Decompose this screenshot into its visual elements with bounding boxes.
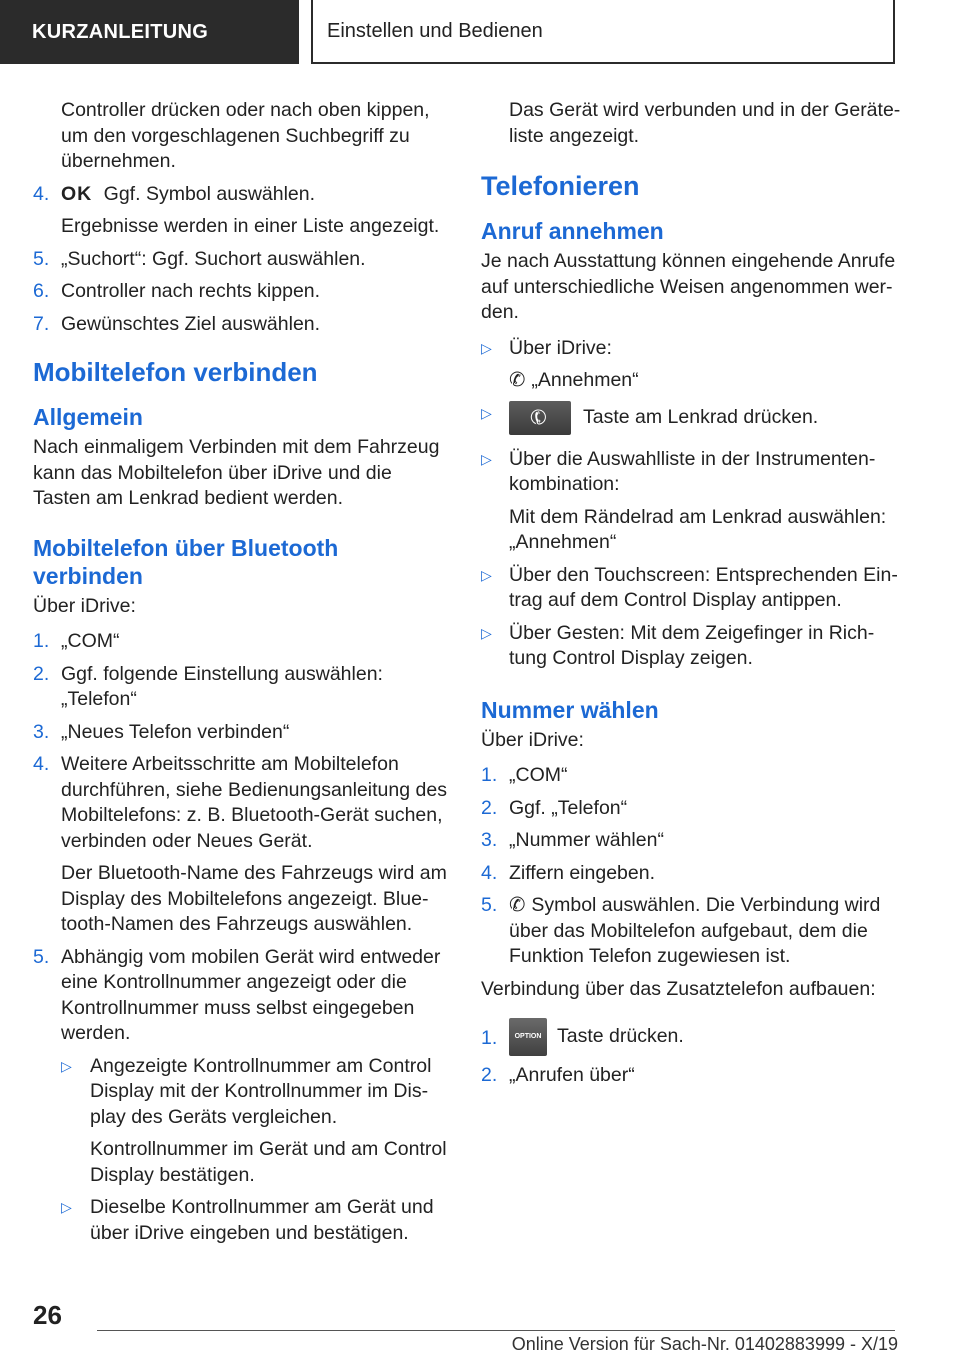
dial-intro: Über iDrive: [481,728,584,751]
step-number: 4. [481,861,498,884]
step-number: 7. [33,312,50,335]
sub-list [33,1054,451,1247]
section-tab: KURZANLEITUNG [0,0,299,64]
list-item [481,1018,901,1056]
option-key-icon: OPTION [509,1018,547,1056]
sub-extra: Kontrollnummer im Gerät und am Control Display bestätigen. [90,1138,447,1186]
triangle-bullet-icon: ▷ [481,404,492,421]
intro-text: Controller drücken oder nach oben kippen, um den vorgeschlagenen Suchbegriff zu übernehmen. [61,99,430,172]
general-text: Nach einmaligem Verbinden mit dem Fahrzeug kann das Mobiltelefon über iDrive und die Tasten am Lenkrad bedient werden. [33,436,440,509]
answer-text: Je nach Ausstattung können eingehende Anrufe auf unterschiedliche Weisen angenommen werden. [481,250,896,323]
list-item [481,796,901,822]
item-extra [481,368,901,394]
item-text: Über Gesten: Mit dem Zeigefinger in Richtung Control Display zeigen. [509,621,875,669]
list-item [481,563,901,614]
heading-answer: Anruf annehmen [481,218,664,244]
step-number: 5. [481,894,498,916]
step-text: „COM“ [509,764,568,786]
step-text: „Nummer wählen“ [509,829,664,851]
list-item [481,828,901,854]
heading-mobile: Mobiltelefon verbinden [33,357,318,387]
heading-phone: Telefonieren [481,171,640,201]
item-text: Über die Auswahlliste in der Instrumentenkombination: [509,447,876,495]
heading-general: Allgemein [33,404,143,430]
step-text: Gewünschtes Ziel auswählen. [61,312,321,335]
list-item [33,279,451,305]
phone-icon: ✆ [509,894,526,916]
step-number: 3. [481,829,498,851]
step-text: „Neues Telefon verbinden“ [61,720,290,743]
step-number: 1. [33,630,50,652]
list-item [33,945,451,1047]
steering-phone-key-icon: ✆ [509,401,571,435]
list-item [481,336,901,362]
step-extra: Der Bluetooth-Name des Fahrzeugs wird am Display des Mobiltelefons angezeigt. Bluetooth-Namen des Fahrzeugs auswählen. [61,862,447,935]
step-text: Abhängig vom mobilen Gerät wird entweder eine Kontrollnummer angezeigt oder die Kontrollnummer muss selbst eingegeben werden. [61,945,441,1044]
step-text: „Anrufen über“ [509,1064,635,1086]
list-item [33,720,451,746]
page-number: 26 [33,1300,62,1330]
sub-text: Angezeigte Kontrollnummer am Control Display mit der Kontrollnummer im Display des Geräts vergleichen. [90,1054,432,1128]
step-number: 1. [481,1027,498,1049]
list-item [481,1063,901,1089]
item-text: Taste am Lenkrad drücken. [583,405,819,428]
sub-text: Dieselbe Kontrollnummer am Gerät und über iDrive eingeben und bestätigen. [90,1196,434,1244]
step-text: Ggf. Symbol auswählen. [103,182,316,205]
step-text: Controller nach rechts kippen. [61,280,321,302]
triangle-bullet-icon: ▷ [61,1199,72,1215]
list-item [481,401,901,435]
step-number: 4. [33,182,50,205]
list-item [481,763,901,789]
step-number: 5. [33,945,50,968]
list-item [33,247,451,273]
step-text: Ggf. „Telefon“ [509,796,628,819]
ok-icon: OK [61,182,93,205]
list-item [481,861,901,887]
step-number: 6. [33,280,50,302]
footer-text: Online Version für Sach-Nr. 01402883999 - X/19 [511,1334,898,1354]
sub-item [61,1195,451,1246]
triangle-bullet-icon: ▷ [481,450,492,467]
bt-intro: Über iDrive: [33,594,136,617]
step-text: Taste drücken. [557,1025,684,1048]
chapter-tab: Einstellen und Bedienen [311,0,895,64]
list-item [33,752,451,854]
triangle-bullet-icon: ▷ [481,339,492,356]
phone-icon: ✆ [509,369,526,391]
item-extra-text: „Annehmen“ [531,369,639,391]
triangle-bullet-icon: ▷ [481,566,492,583]
step-number: 1. [481,764,498,786]
list-item [481,893,901,970]
step-text: „Suchort“: Ggf. Suchort auswählen. [61,247,366,270]
heading-bluetooth: Mobiltelefon über Bluetooth verbinden [33,534,339,589]
right-column [481,98,901,1096]
extra-text: Verbindung über das Zusatztelefon aufbauen: [481,977,876,1000]
item-text: Über iDrive: [509,336,612,359]
footer-divider [97,1330,895,1331]
step-text: Ggf. folgende Einstellung auswählen: „Telefon“ [61,662,383,710]
list-item [33,629,451,655]
triangle-bullet-icon: ▷ [481,624,492,641]
intro-text: Das Gerät wird verbunden und in der Geräteliste angezeigt. [509,99,901,147]
list-item [33,312,451,338]
step-number: 5. [33,247,50,270]
triangle-bullet-icon: ▷ [61,1057,72,1074]
list-item [33,182,451,208]
step-number: 4. [33,753,50,775]
step-number: 2. [481,1064,498,1086]
item-extra: Mit dem Rändelrad am Lenkrad auswählen: „Annehmen“ [509,505,887,553]
step-text: „COM“ [61,630,120,652]
step-number: 2. [481,796,498,819]
left-column [33,98,451,1253]
step-text: Weitere Arbeitsschritte am Mobiltelefon durchführen, siehe Bedienungsanleitung des Mobiltelefons: z. B. Bluetooth-Gerät suchen, verbinden oder Neues Gerät. [61,753,447,852]
heading-dial: Nummer wählen [481,696,659,723]
step-text: Symbol auswählen. Die Verbindung wird über das Mobiltelefon aufgebaut, dem die Funktion Telefon zugewiesen ist. [509,894,881,967]
list-item [481,447,901,498]
list-item [481,621,901,672]
step-number: 3. [33,720,50,743]
item-text: Über den Touchscreen: Entsprechenden Eintrag auf dem Control Display antippen. [509,563,898,611]
step-number: 2. [33,662,50,685]
list-item [33,662,451,713]
sub-item [61,1054,451,1131]
step-text: Ziffern eingeben. [509,861,655,884]
step-extra: Ergebnisse werden in einer Liste angezeigt. [61,215,440,237]
